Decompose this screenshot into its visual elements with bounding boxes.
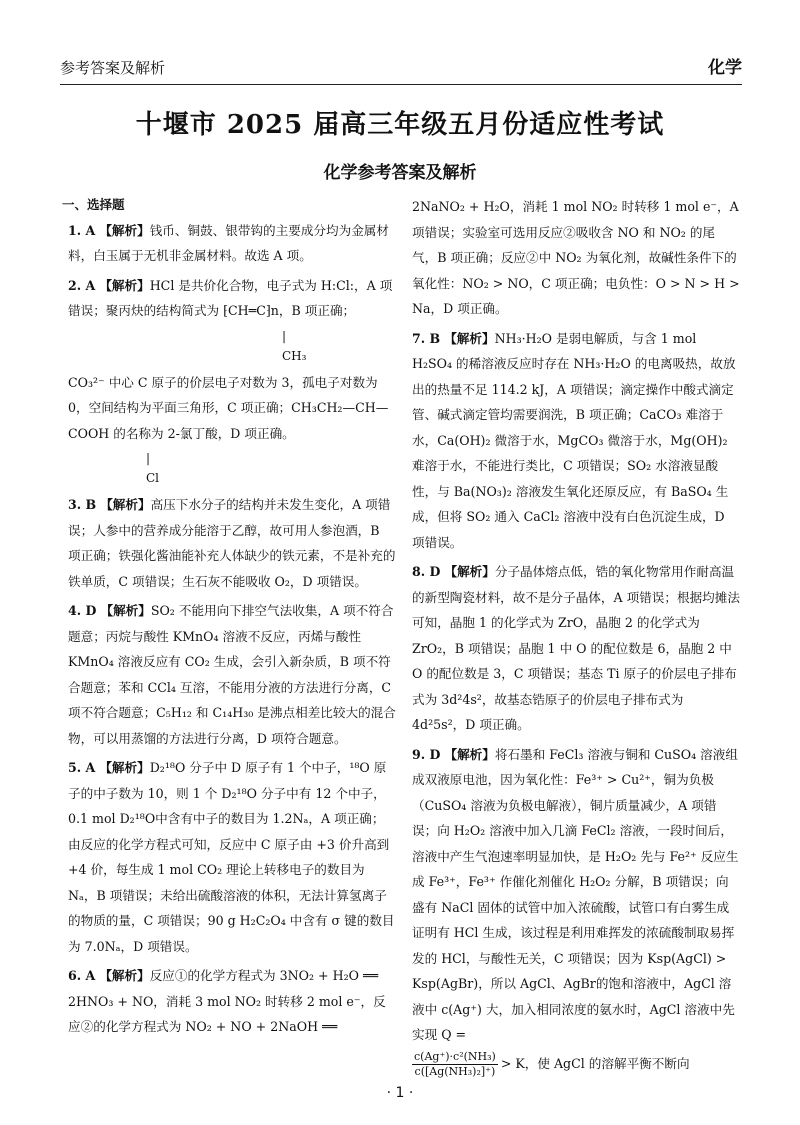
fraction-numerator: c(Ag⁺)·c²(NH₃)	[414, 1049, 496, 1063]
item-text: HCl 是共价化合物，电子式为 H:Cl:，A 项错误；聚丙炔的结构简式为 ⁅CH═C⁆n，B 项正确；	[68, 277, 393, 318]
answer-item-2	[68, 273, 396, 366]
item-number: 8. D	[412, 564, 441, 579]
item-text: 分子晶体熔点低，锆的氧化物常用作耐高温的新型陶瓷材料，故不是分子晶体，A 项错误；根据均摊法可知，晶胞 1 的化学式为 ZrO，晶胞 2 的化学式为 ZrO₂，B 项错误；晶胞 1 中 O 的配位数是 6，晶胞 2 中 O 的配位数是 3，C 项错误；基态 Ti 原子的价层电子排布式为 3d²4s²，故基态锆原子的价层电子排布式为 4d²5s²，D 项正确。	[412, 564, 740, 732]
struct-formula-polypropyne	[68, 326, 396, 366]
struct-group: Cl	[146, 471, 160, 485]
item-number: 4. D	[68, 603, 97, 618]
fraction-trailing-text: > K，使 AgCl 的溶解平衡不断向	[500, 1055, 690, 1071]
answer-item-8	[412, 559, 740, 738]
item-text: D₂¹⁸O 分子中 D 原子有 1 个中子，¹⁸O 原子的中子数为 10，则 1 个 D₂¹⁸O 分子中有 12 个中子，0.1 mol D₂¹⁸O中含有中子的数目为 1.2Nₐ，A 项正确；由反应的化学方程式可知，反应中 C 原子由 +3 价升高到 +4 价，每生成 1 mol CO₂ 理论上转移电子的数目为 Nₐ，B 项错误；未给出硫酸溶液的体积，无法计算氢离子的物质的量，C 项错误；90 g H₂C₂O₄ 中含有 σ 键的数目为 7.0Nₐ，D 项错误。	[68, 760, 395, 954]
header-right: 化学	[708, 58, 742, 78]
item-number: 6. A	[68, 968, 96, 983]
answer-item-5	[68, 755, 396, 959]
item-tag: 【解析】	[99, 760, 150, 775]
answer-item-6-cont	[412, 194, 740, 322]
fraction-expression	[412, 1050, 740, 1079]
item-number: 5. A	[68, 760, 96, 775]
document-title: 十堰市 2025 届高三年级五月份适应性考试	[135, 110, 665, 140]
item-number: 9. D	[412, 746, 441, 762]
left-column	[62, 192, 396, 1044]
item-text: 将石墨和 FeCl₃ 溶液与铜和 CuSO₄ 溶液组成双液原电池，因为氧化性：Fe³⁺ > Cu²⁺，铜为负极（CuSO₄ 溶液为负极电解液），铜片质量减少，A 项错误；向 H₂O₂ 溶液中加入几滴 FeCl₂ 溶液，一段时间后，溶液中产生气泡速率明显加快，是 H₂O₂ 先与 Fe²⁺ 反应生成 Fe³⁺，Fe³⁺ 作催化剂催化 H₂O₂ 分解，B 项错误；向盛有 NaCl 固体的试管中加入浓硫酸，试管口有白雾生成证明有 HCl 生成，该过程是利用难挥发的浓硫酸制取易挥发的 HCl，与酸性无关，C 项错误；因为 Ksp(AgCl) > Ksp(AgBr)，所以 AgCl、AgBr的饱和溶液中，AgCl 溶液中 c(Ag⁺) 大，加入相同浓度的氨水时，AgCl 溶液中先实现 Q =	[412, 746, 739, 1042]
item-tag: 【解析】	[100, 497, 151, 512]
struct-bond: |	[146, 451, 151, 465]
section-label: 一、选择题	[62, 197, 125, 212]
item-text: SO₂ 不能用向下排空气法收集，A 项不符合题意；丙烷与酸性 KMnO₄ 溶液不反应，丙烯与酸性 KMnO₄ 溶液反应有 CO₂ 生成，会引入新杂质，B 项不符合题意；苯和 CCl₄ 互溶，不能用分液的方法进行分离，C 项不符合题意；C₅H₁₂ 和 C₁₄H₃₀ 是沸点相差比较大的混合物，可以用蒸馏的方法进行分离，D 项符合题意。	[68, 603, 396, 746]
page-number: · 1 ·	[386, 1085, 414, 1101]
item-number: 2. A	[68, 277, 96, 293]
item-tag: 【解析】	[99, 277, 150, 293]
item-text: 2NaNO₂ + H₂O，消耗 1 mol NO₂ 时转移 1 mol e⁻，A 项错误；实验室可选用反应②吸收含 NO 和 NO₂ 的尾气，B 项正确；反应②中 NO₂ 为氧化剂，故碱性条件下的氧化性：NO₂ > NO，C 项正确；电负性：O > N > H > Na，D 项正确。	[412, 199, 740, 316]
item-tag: 【解析】	[444, 564, 495, 579]
right-column	[412, 194, 740, 1083]
answer-item-3	[68, 492, 396, 594]
answer-item-6	[68, 963, 396, 1040]
item-tag: 【解析】	[444, 746, 495, 762]
answer-item-1	[68, 218, 396, 269]
item-text: CO₃²⁻ 中心 C 原子的价层电子对数为 3，孤电子对数为 0，空间结构为平面三角形，C 项正确；CH₃CH₂—CH—COOH 的名称为 2-氯丁酸，D 项正确。	[68, 374, 389, 441]
item-tag: 【解析】	[444, 330, 495, 346]
item-number: 3. B	[68, 497, 97, 512]
item-text: 钱币、铜鼓、银带钩的主要成分均为金属材料，白玉属于无机非金属材料。故选 A 项。	[68, 222, 389, 263]
struct-formula-chlorobutanoic	[68, 448, 396, 488]
item-number: 7. B	[412, 330, 441, 346]
item-tag: 【解析】	[100, 603, 151, 618]
header-left: 参考答案及解析	[60, 59, 166, 77]
fraction	[412, 1050, 498, 1079]
answer-item-9	[412, 742, 740, 1079]
item-text: 反应①的化学方程式为 3NO₂ + H₂O ══ 2HNO₃ + NO，消耗 3 mol NO₂ 时转移 2 mol e⁻，反应②的化学方程式为 NO₂ + NO + 2NaOH ══	[68, 968, 386, 1034]
item-text: NH₃·H₂O 是弱电解质，与含 1 mol H₂SO₄ 的稀溶液反应时存在 NH₃·H₂O 的电离吸热，故放出的热量不足 114.2 kJ，A 项错误；滴定操作中酸式滴定管、碱式滴定管均需要润洗，B 项正确；CaCO₃ 难溶于水，Ca(OH)₂ 微溶于水，MgCO₃ 微溶于水，Mg(OH)₂ 难溶于水，不能进行类比，C 项错误；SO₂ 水溶液显酸性，与 Ba(NO₃)₂ 溶液发生氧化还原反应，有 BaSO₄ 生成，但将 SO₂ 通入 CaCl₂ 溶液中没有白色沉淀生成，D 项错误。	[412, 330, 736, 550]
item-number: 1. A	[68, 222, 96, 238]
answer-item-4	[68, 598, 396, 751]
answer-item-2-cont	[68, 370, 396, 489]
item-tag: 【解析】	[99, 222, 150, 238]
document-subtitle: 化学参考答案及解析	[323, 163, 477, 183]
page-header	[60, 42, 742, 85]
item-tag: 【解析】	[99, 968, 150, 983]
struct-bond: |	[282, 328, 287, 343]
struct-group: CH₃	[282, 348, 307, 363]
item-text: 高压下水分子的结构并未发生变化，A 项错误；人参中的营养成分能溶于乙醇，故可用人参泡酒，B 项正确；铁强化酱油能补充人体缺少的铁元素，不是补充的铁单质，C 项错误；生石灰不能吸收 O₂，D 项错误。	[68, 497, 396, 589]
answer-item-7	[412, 326, 740, 556]
fraction-denominator: c([Ag(NH₃)₂]⁺)	[414, 1064, 496, 1078]
